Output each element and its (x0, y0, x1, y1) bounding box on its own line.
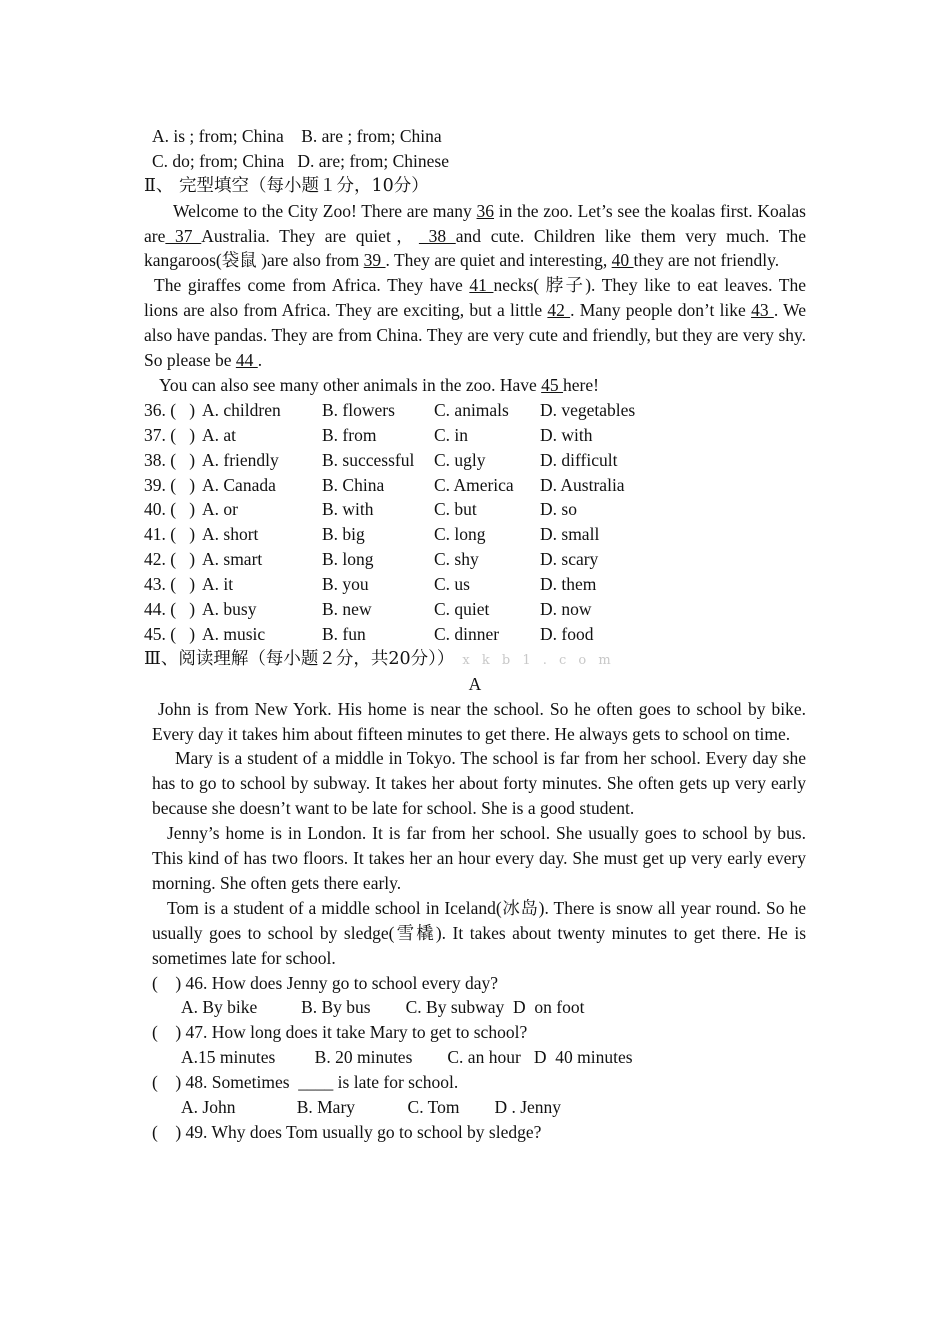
option-a: A. children (202, 399, 281, 420)
option-a: A. at (202, 424, 237, 445)
passage-label: A (468, 673, 482, 694)
reading-question-stem: ( ) 46. How does Jenny go to school every day? (152, 972, 499, 993)
reading-question-stem: ( ) 49. Why does Tom usually go to school by sledge? (152, 1121, 542, 1142)
option-c: C. quiet (434, 599, 490, 620)
question-number: 44. ( ) (144, 599, 196, 620)
option-c: C. ugly (434, 449, 486, 470)
question-number: 37. ( ) (144, 424, 196, 445)
reading-paragraph-mary: Mary is a student of a middle in Tokyo. The school is far from her school. Every day she has to go to school by subway. It takes her about forty minutes. She often gets up very early because she doesn’t want to be late for school. She is a good student. (152, 748, 806, 819)
reading-question-options: A. John B. Mary C. Tom D . Jenny (181, 1097, 562, 1118)
cloze-paragraph-3 (144, 373, 806, 398)
text: in the zoo. Let’s see the koalas first. Koalas are (144, 200, 806, 246)
blank-45: 45 (541, 375, 564, 396)
option-c: C. us (434, 574, 470, 595)
reading-question-stem: ( ) 47. How long does it take Mary to get to school? (152, 1022, 528, 1043)
exam-page (144, 124, 806, 1145)
text: . We also have pandas. They are from China. They are very cute and friendly, but they are very shy. So please be (144, 300, 806, 371)
question-number: 36. ( ) (144, 399, 196, 420)
blank-36: 36 (476, 200, 495, 221)
option-d: D. small (540, 524, 600, 545)
question-number: 45. ( ) (144, 623, 196, 644)
option-d: D. Australia (540, 474, 625, 495)
cloze-paragraph-1 (144, 199, 806, 274)
option-d: D. difficult (540, 449, 618, 470)
option-b: B. new (322, 599, 372, 620)
text: . Many people don’t like (570, 300, 752, 321)
cloze-questions (144, 398, 806, 647)
reading-questions (144, 971, 806, 1145)
option-d: D. them (540, 574, 597, 595)
cloze-paragraph-2 (144, 273, 806, 373)
option-b: B. flowers (322, 399, 395, 420)
blank-39: 39 (363, 250, 386, 271)
option-c: C. shy (434, 549, 479, 570)
option-c: C. but (434, 499, 477, 520)
blank-40: 40 (611, 250, 634, 271)
blank-44: 44 (235, 350, 258, 371)
option-c: C. dinner (434, 623, 500, 644)
cloze-question-row (144, 572, 806, 597)
question-number: 38. ( ) (144, 449, 196, 470)
text: Australia. They are quiet， (201, 225, 419, 246)
text: . They are quiet and interesting, (385, 250, 612, 271)
cloze-question-row (144, 398, 806, 423)
option-a: A. friendly (202, 449, 279, 470)
blank-43: 43 (751, 300, 774, 321)
blank-37: 37 (165, 225, 202, 246)
text: here! (563, 375, 599, 396)
prev-options-line-2: C. do; from; China D. are; from; Chinese (152, 150, 449, 171)
option-b: B. from (322, 424, 377, 445)
text: and cute. Children like them very much. The kangaroos(袋鼠 )are also from (144, 225, 806, 271)
cloze-question-row (144, 448, 806, 473)
option-d: D. scary (540, 549, 599, 570)
cloze-question-row (144, 497, 806, 522)
option-c: C. long (434, 524, 486, 545)
text: necks( 脖子). They like to eat leaves. The lions are also from Africa. They are exciting, but a little (144, 275, 806, 321)
cloze-question-row (144, 473, 806, 498)
option-a: A. or (202, 499, 238, 520)
watermark: x k b 1 . c o m (462, 652, 615, 668)
section-3-heading (144, 647, 806, 672)
question-number: 41. ( ) (144, 524, 196, 545)
option-b: B. big (322, 524, 365, 545)
option-d: D. food (540, 623, 594, 644)
cloze-question-row (144, 522, 806, 547)
cloze-question-row (144, 597, 806, 622)
text: Welcome to the City Zoo! There are many (173, 200, 477, 221)
option-b: B. long (322, 549, 374, 570)
text: they are not friendly. (633, 250, 780, 271)
option-a: A. music (202, 623, 266, 644)
text: You can also see many other animals in the zoo. Have (159, 375, 542, 396)
cloze-question-row (144, 423, 806, 448)
blank-41: 41 (469, 275, 494, 296)
cloze-question-row (144, 547, 806, 572)
option-d: D. vegetables (540, 399, 636, 420)
reading-question-options: A.15 minutes B. 20 minutes C. an hour D 40 minutes (181, 1047, 633, 1068)
blank-38: 38 (418, 225, 456, 246)
blank-42: 42 (547, 300, 571, 321)
question-number: 43. ( ) (144, 574, 196, 595)
cloze-question-row (144, 622, 806, 647)
reading-paragraph-jenny: Jenny’s home is in London. It is far from her school. She usually goes to school by bus. This kind of has two floors. It takes her an hour every day. She must get up very early every morning. She often gets there early. (152, 823, 806, 893)
option-d: D. so (540, 499, 577, 520)
option-b: B. China (322, 474, 385, 495)
reading-question-stem: ( ) 48. Sometimes ____ is late for school. (152, 1072, 459, 1093)
reading-paragraph-john: John is from New York. His home is near the school. So he often goes to school by bike. Every day it takes him about fifteen minutes to get there. He always gets to school on time. (152, 698, 806, 744)
option-a: A. Canada (202, 474, 276, 495)
option-b: B. with (322, 499, 374, 520)
text: . (257, 350, 263, 371)
option-a: A. short (202, 524, 259, 545)
option-b: B. successful (322, 449, 415, 470)
option-a: A. busy (202, 599, 257, 620)
option-c: C. in (434, 424, 469, 445)
option-c: C. animals (434, 399, 509, 420)
option-c: C. America (434, 474, 514, 495)
question-number: 39. ( ) (144, 474, 196, 495)
reading-question-options: A. By bike B. By bus C. By subway D on foot (181, 997, 585, 1018)
option-a: A. it (202, 574, 234, 595)
section-2-heading: Ⅱ、 完型填空（每小题１分，10分） (144, 175, 429, 196)
question-number: 40. ( ) (144, 499, 196, 520)
option-b: B. you (322, 574, 369, 595)
reading-passage (144, 697, 806, 971)
prev-options-line-1: A. is ; from; China B. are ; from; China (152, 126, 442, 146)
text: The giraffes come from Africa. They have (154, 275, 470, 296)
question-number: 42. ( ) (144, 549, 196, 570)
reading-paragraph-tom: Tom is a student of a middle school in Iceland(冰岛). There is snow all year round. So he usually goes to school by sledge(雪橇). It takes about twenty minutes to get there. He is sometimes late for school. (152, 897, 806, 968)
option-a: A. smart (202, 549, 263, 570)
option-b: B. fun (322, 623, 366, 644)
option-d: D. now (540, 599, 592, 620)
section-3-title: Ⅲ、阅读理解（每小题２分，共20分）） (144, 648, 455, 669)
option-d: D. with (540, 424, 593, 445)
